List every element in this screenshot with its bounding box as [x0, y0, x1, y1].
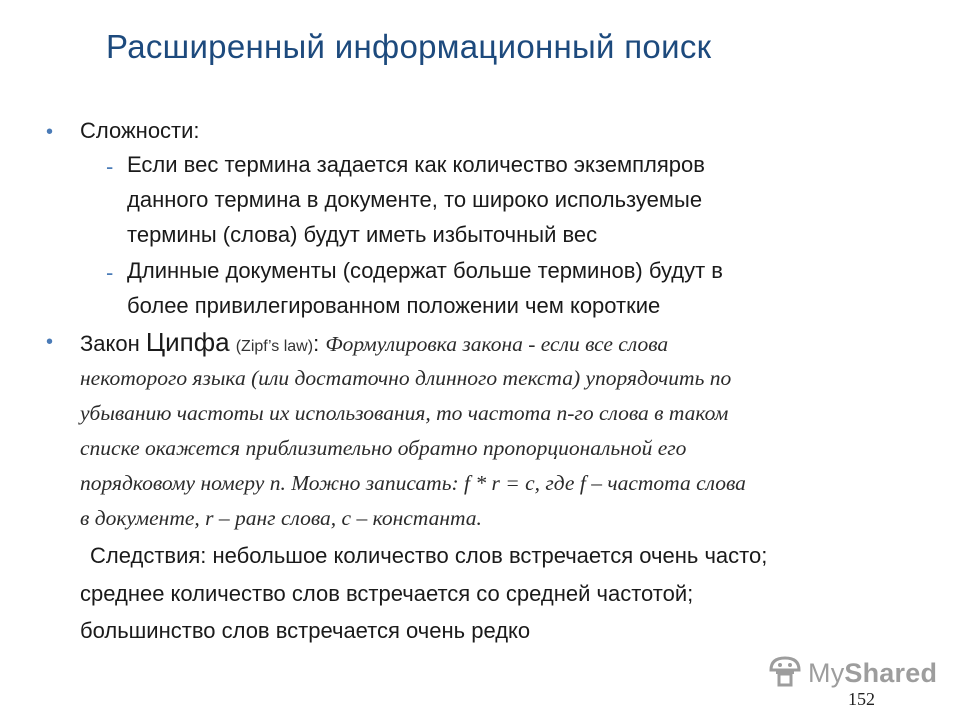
- myshared-watermark: [768, 655, 937, 691]
- zipf-formulation-line-4: списке окажется приблизительно обратно пропорциональной его: [80, 436, 687, 460]
- page-number: 152: [848, 689, 875, 709]
- difficulty-2-line-2: более привилегированном положении чем короткие: [127, 293, 661, 318]
- bullet-marker: •: [46, 331, 54, 353]
- watermark-text-shared: Shared: [844, 657, 938, 688]
- zipf-formulation-line-5: порядковому номеру n. Можно записать: f * r = c, где f – частота слова: [80, 471, 746, 495]
- zipf-colon: :: [313, 331, 320, 356]
- consequences-line-1: Следствия: небольшое количество слов встречается очень часто;: [90, 543, 768, 568]
- dash-marker: -: [106, 154, 114, 179]
- watermark-text-my: My: [808, 657, 845, 688]
- difficulty-2-line-1: Длинные документы (содержат больше терминов) будут в: [127, 258, 723, 283]
- zipf-lead-word: Закон: [80, 331, 140, 356]
- zipf-formulation-line-3: убыванию частоты их использования, то частота n-го слова в таком: [80, 401, 729, 425]
- mushroom-logo-icon: [768, 655, 802, 692]
- zipf-english-name: (Zipf’s law): [235, 338, 314, 355]
- zipf-formulation-line-6: в документе, r – ранг слова, c – константа.: [80, 506, 482, 530]
- zipf-formulation-line-2: некоторого языка (или достаточно длинного текста) упорядочить по: [80, 366, 732, 390]
- difficulties-heading: Сложности:: [80, 118, 200, 143]
- difficulty-1-line-3: термины (слова) будут иметь избыточный вес: [127, 222, 598, 247]
- difficulty-1-line-2: данного термина в документе, то широко используемые: [127, 187, 703, 212]
- dash-marker: -: [106, 260, 114, 285]
- bullet-marker: •: [46, 121, 54, 143]
- consequences-line-2: среднее количество слов встречается со средней частотой;: [80, 581, 694, 606]
- consequences-line-3: большинство слов встречается очень редко: [80, 618, 531, 643]
- difficulty-1-line-1: Если вес термина задается как количество экземпляров: [127, 152, 705, 177]
- zipf-law-line: [80, 329, 668, 356]
- zipf-lead-name: Ципфа: [145, 327, 230, 357]
- slide-title: Расширенный информационный поиск: [106, 28, 712, 65]
- zipf-formulation-line-1: Формулировка закона - если все слова: [325, 332, 669, 356]
